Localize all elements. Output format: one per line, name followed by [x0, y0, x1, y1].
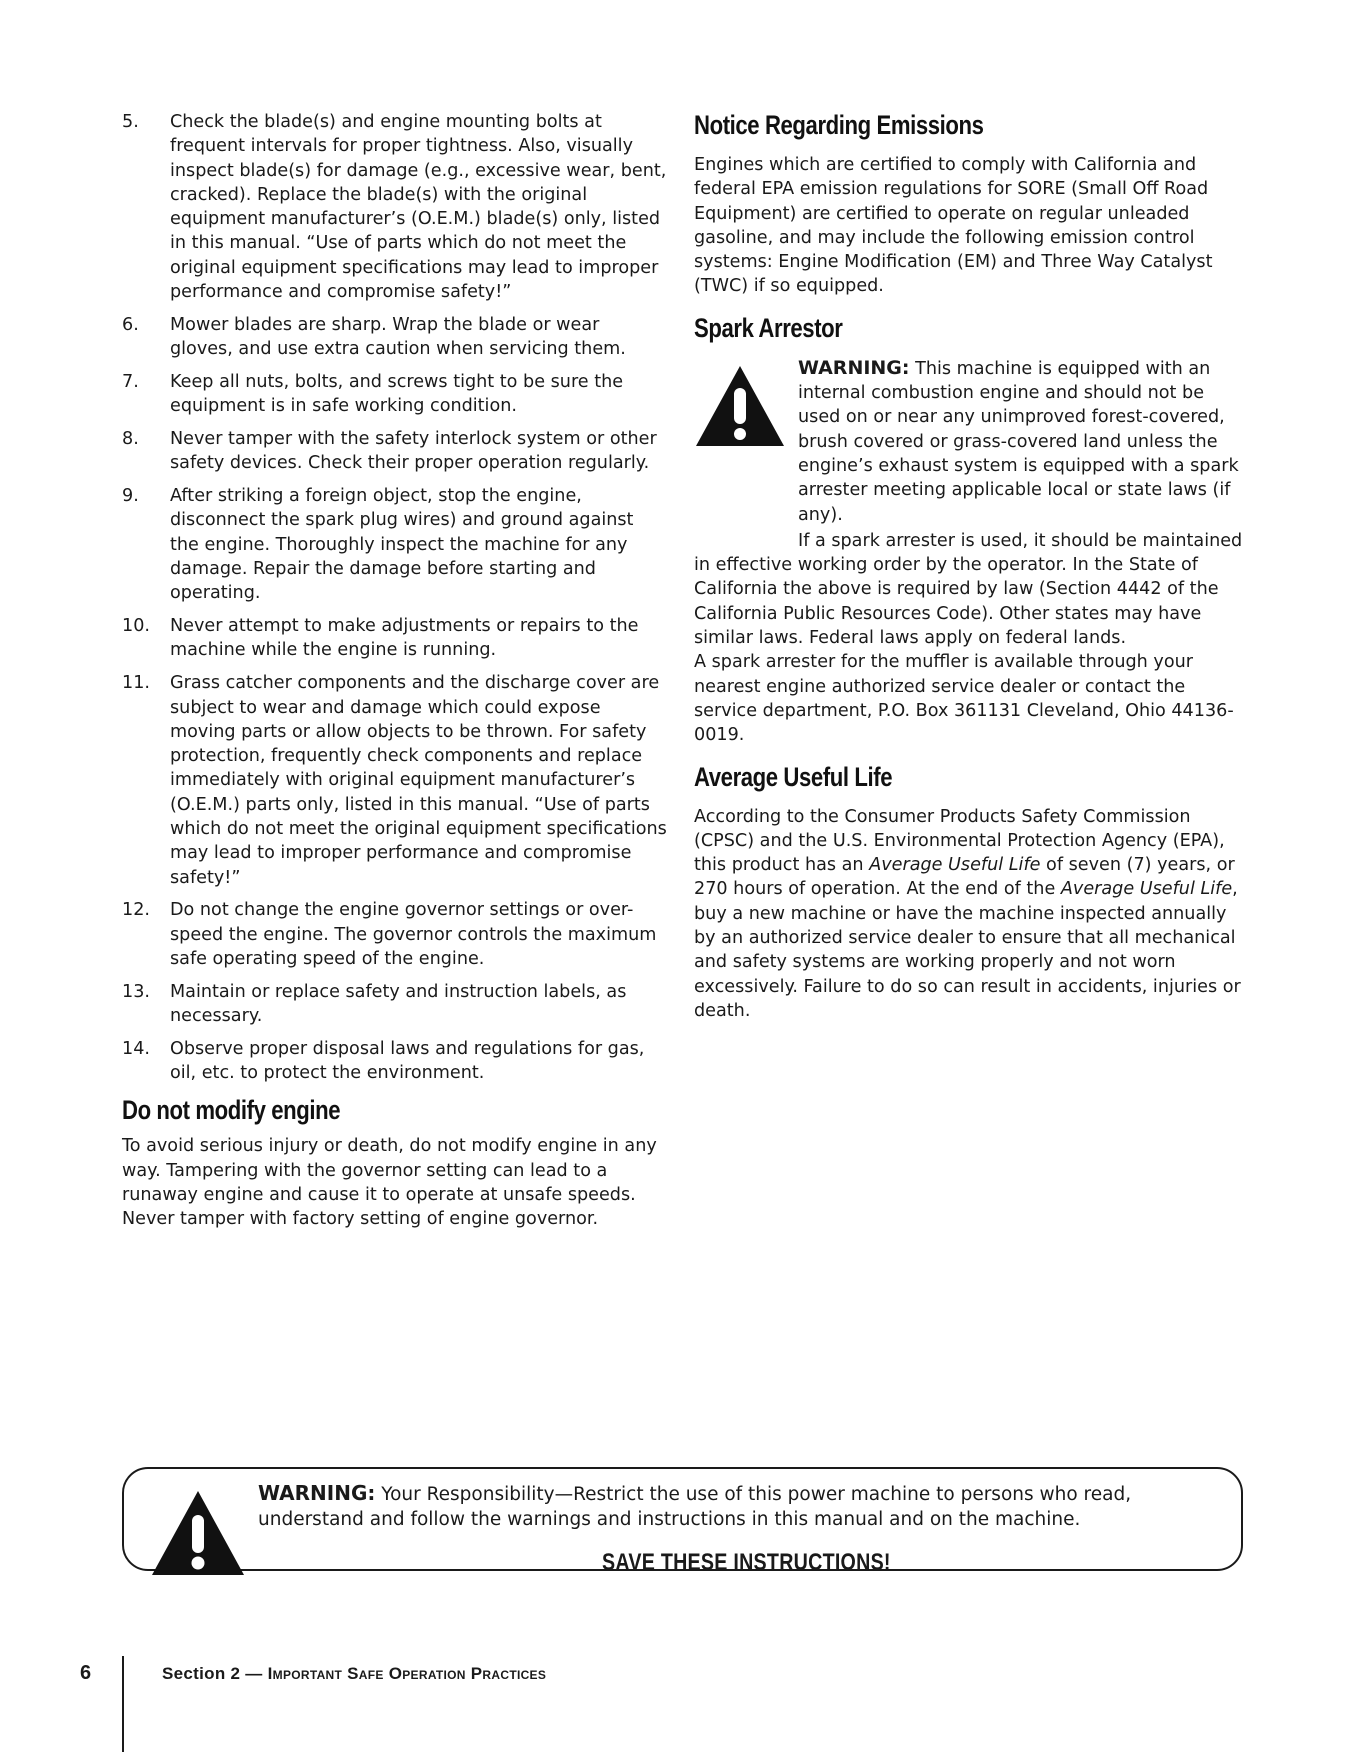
item-text: Check the blade(s) and engine mounting bolts at frequent intervals for proper tightness. Also, visually inspect blade(s) for damage (e.g., excessive wear, bent, cracked). Replace the blade(s) with the original equipment manufacturer’s (O.E.M.) blade(s) only, listed in this manual. “Use of parts which do not meet the original equipment specifications may lead to improper performance and compromise safety!”	[170, 112, 667, 303]
warning-body: This machine is equipped with an internal combustion engine and should not be used on or near any unimproved forest-covered, brush covered or grass-covered land unless the engine’s exhaust system is equipped with a spark arrester meeting applicable local or state laws (if any).	[798, 358, 1239, 525]
item-number: 7.	[122, 371, 139, 392]
item-text: Maintain or replace safety and instruction labels, as necessary.	[170, 981, 627, 1027]
list-item	[122, 980, 667, 1029]
save-instructions-title: SAVE THESE INSTRUCTIONS!	[602, 1549, 891, 1576]
warning-label: WARNING:	[258, 1481, 376, 1505]
useful-life-text-c: , buy a new machine or have the machine inspected annually by an authorized service dealer to ensure that all mechanical and safety systems are working properly and not worn excessively. Failure to do so can result in accidents, injuries or death.	[694, 879, 1241, 1021]
right-column	[694, 110, 1246, 1023]
item-number: 10.	[122, 616, 150, 637]
warning-label: WARNING:	[798, 356, 910, 379]
list-item	[122, 427, 667, 476]
footer-divider	[122, 1656, 124, 1752]
warning-triangle-icon	[694, 364, 786, 448]
emissions-heading: Notice Regarding Emissions	[694, 110, 984, 140]
useful-life-heading: Average Useful Life	[694, 761, 893, 792]
responsibility-warning-box	[122, 1467, 1243, 1576]
spark-arrestor-heading: Spark Arrestor	[694, 312, 843, 343]
section-name: Important Safe Operation Practices	[267, 1664, 547, 1683]
item-text: Do not change the engine governor settings or over-speed the engine. The governor controls the maximum safe operating speed of the engine.	[170, 900, 657, 969]
modify-engine-heading: Do not modify engine	[122, 1095, 341, 1126]
list-item	[122, 484, 667, 605]
section-title	[162, 1664, 546, 1684]
useful-life-text-b: of seven (7) years, or 270 hours of operation. At the end of the	[694, 855, 1235, 900]
spark-warning	[694, 356, 1246, 527]
item-text: After striking a foreign object, stop the engine, disconnect the spark plug wires) and ground against the engine. Thoroughly inspect the machine for any damage. Repair the damage before starting and operating.	[170, 486, 634, 604]
section-label: Section 2 —	[162, 1664, 268, 1683]
item-number: 11.	[122, 673, 150, 694]
item-text: Never attempt to make adjustments or repairs to the machine while the engine is running.	[170, 616, 639, 661]
page-number: 6	[80, 1662, 92, 1684]
list-item	[122, 313, 667, 362]
modify-engine-text: To avoid serious injury or death, do not modify engine in any way. Tampering with the governor setting can lead to a runaway engine and cause it to operate at unsafe speeds. Never tamper with factory setting of engine governor.	[122, 1136, 657, 1230]
item-number: 6.	[122, 314, 139, 335]
item-text: Grass catcher components and the discharge cover are subject to wear and damage which could expose moving parts or allow objects to be thrown. For safety protection, frequently check components and replace immediately with original equipment manufacturer’s (O.E.M.) parts only, listed in this manual. “Use of parts which do not meet the original equipment specifications may lead to improper performance and compromise safety!”	[170, 673, 667, 888]
list-item	[122, 370, 667, 419]
list-item	[122, 110, 667, 304]
item-text: Never tamper with the safety interlock system or other safety devices. Check their proper operation regularly.	[170, 429, 657, 474]
list-item	[122, 898, 667, 971]
list-item	[122, 614, 667, 663]
useful-life-text-a: According to the Consumer Products Safety Commission (CPSC) and the U.S. Environmental Protection Agency (EPA), this product has an	[694, 806, 1225, 876]
spark-maintenance-text: If a spark arrester is used, it should be maintained in effective working order by the operator. In the State of California the above is required by law (Section 4442 of the California Public Resources Code). Other states may have similar laws. Federal laws apply on federal lands.	[694, 530, 1243, 649]
item-number: 8.	[122, 429, 139, 450]
emissions-text: Engines which are certified to comply with California and federal EPA emission regulations for SORE (Small Off Road Equipment) are certified to operate on regular unleaded gasoline, and may include the following emission control systems: Engine Modification (EM) and Three Way Catalyst (TWC) if so equipped.	[694, 155, 1213, 297]
list-item	[122, 1037, 667, 1086]
warning-triangle-icon	[150, 1489, 246, 1577]
item-number: 12.	[122, 900, 150, 921]
item-number: 9.	[122, 486, 139, 507]
item-text: Keep all nuts, bolts, and screws tight to be sure the equipment is in safe working condition.	[170, 371, 624, 417]
useful-life-term: Average Useful Life	[1060, 879, 1233, 900]
item-text: Mower blades are sharp. Wrap the blade or wear gloves, and use extra caution when servicing them.	[170, 314, 626, 360]
safety-practices-list	[122, 110, 667, 1085]
spark-warning-text	[798, 356, 1246, 527]
item-text: Observe proper disposal laws and regulations for gas, oil, etc. to protect the environment.	[170, 1038, 645, 1084]
useful-life-term: Average Useful Life	[869, 855, 1041, 876]
useful-life-text	[694, 805, 1246, 1024]
responsibility-warning-text	[258, 1481, 1218, 1532]
warning-body: Your Responsibility—Restrict the use of this power machine to persons who read, understand and follow the warnings and instructions in this manual and on the machine.	[258, 1484, 1132, 1530]
list-item	[122, 671, 667, 890]
left-column	[122, 110, 667, 1232]
item-number: 14.	[122, 1038, 150, 1059]
item-number: 13.	[122, 981, 150, 1002]
spark-availability-text: A spark arrester for the muffler is available through your nearest engine authorized service dealer or contact the service department, P.O. Box 361131 Cleveland, Ohio 44136-0019.	[694, 652, 1234, 746]
item-number: 5.	[122, 112, 139, 132]
